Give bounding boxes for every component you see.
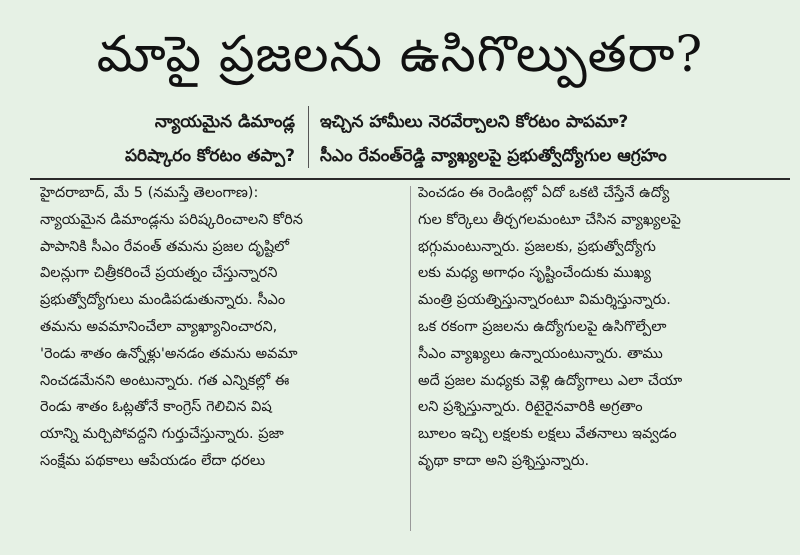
body-line: విలన్లుగా చిత్రీకరించే ప్రయత్నం చేస్తున్నారని	[40, 265, 278, 282]
body-line: బూలం ఇచ్చి లక్షలకు లక్షలు వేతనాలు ఇవ్వడం	[418, 426, 677, 443]
body-column-right	[418, 180, 788, 475]
body-line: హైదరాబాద్, మే 5 (నమస్తే తెలంగాణ):	[40, 185, 259, 201]
body-line: ప్రభుత్వోద్యోగులు మండిపడుతున్నారు. సీఎం	[40, 292, 286, 309]
body-line: లకు మధ్య అగాధం సృష్టించేందుకు ముఖ్య	[418, 265, 652, 282]
column-divider	[410, 186, 411, 531]
body-line: గుల కోర్కెలు తీర్చగలమంటూ చేసిన వ్యాఖ్యలపై	[418, 211, 681, 228]
body-line: రెండు శాతం ఓట్లతోనే కాంగ్రెస్ గెలిచిన విష	[40, 399, 272, 416]
body-line: 'రెండు శాతం ఉన్నోళ్లు'అనడం తమను అవమా	[40, 345, 298, 362]
body-line: భగ్గుమంటున్నారు. ప్రజలకు, ప్రభుత్వోద్యోగు	[418, 238, 656, 255]
subhead-right-line-1: ఇచ్చిన హామీలు నెరవేర్చాలని కోరటం పాపమా?	[320, 112, 629, 132]
body-line: యాన్ని మర్చిపోవద్దని గుర్తుచేస్తున్నారు. ప్రజా	[40, 426, 284, 443]
subhead-left-line-2: పరిష్కారం కోరటం తప్పా?	[124, 146, 295, 166]
subhead-divider	[308, 106, 309, 168]
body-line: న్యాయమైన డిమాండ్లను పరిష్కరించాలని కోరిన	[40, 211, 303, 228]
body-line: అదే ప్రజల మధ్యకు వెళ్లి ఉద్యోగాలు ఎలా చేయా	[418, 372, 683, 389]
headline: మాపై ప్రజలను ఉసిగొల్పుతరా?	[96, 25, 704, 83]
subhead-left-line-1: న్యాయమైన డిమాండ్ల	[154, 112, 295, 132]
body-line: పెంచడం ఈ రెండింట్లో ఏదో ఒకటి చేస్తేనే ఉద్యో	[418, 185, 670, 201]
body-line: తమను అవమానించేలా వ్యాఖ్యానించారని,	[40, 318, 278, 335]
body-line: సంక్షేమ పథకాలు ఆపేయడం లేదా ధరలు	[40, 452, 266, 469]
body-line: మంత్రి ప్రయత్నిస్తున్నారంటూ విమర్శిస్తున్నారు.	[418, 292, 671, 309]
body-line: పాపానికి సీఎం రేవంత్ తమను ప్రజల దృష్టిలో	[40, 238, 290, 255]
body-line: ఒక రకంగా ప్రజలను ఉద్యోగులపై ఉసిగొల్పేలా	[418, 318, 667, 335]
body-column-left	[40, 180, 410, 475]
body-line: లని ప్రశ్నిస్తున్నారు. రిటైరైనవారికి అగ్రతాం	[418, 399, 643, 416]
body-line: సీఎం వ్యాఖ్యలు ఉన్నాయంటున్నారు. తాము	[418, 345, 663, 362]
body-line: నించడమేనని అంటున్నారు. గత ఎన్నికల్లో ఈ	[40, 372, 290, 389]
body-line: వృథా కాదా అని ప్రశ్నిస్తున్నారు.	[418, 452, 590, 469]
subhead-right-line-2: సీఎం రేవంత్‌రెడ్డి వ్యాఖ్యలపై ప్రభుత్వోద్యోగుల ఆగ్రహం	[320, 146, 667, 166]
